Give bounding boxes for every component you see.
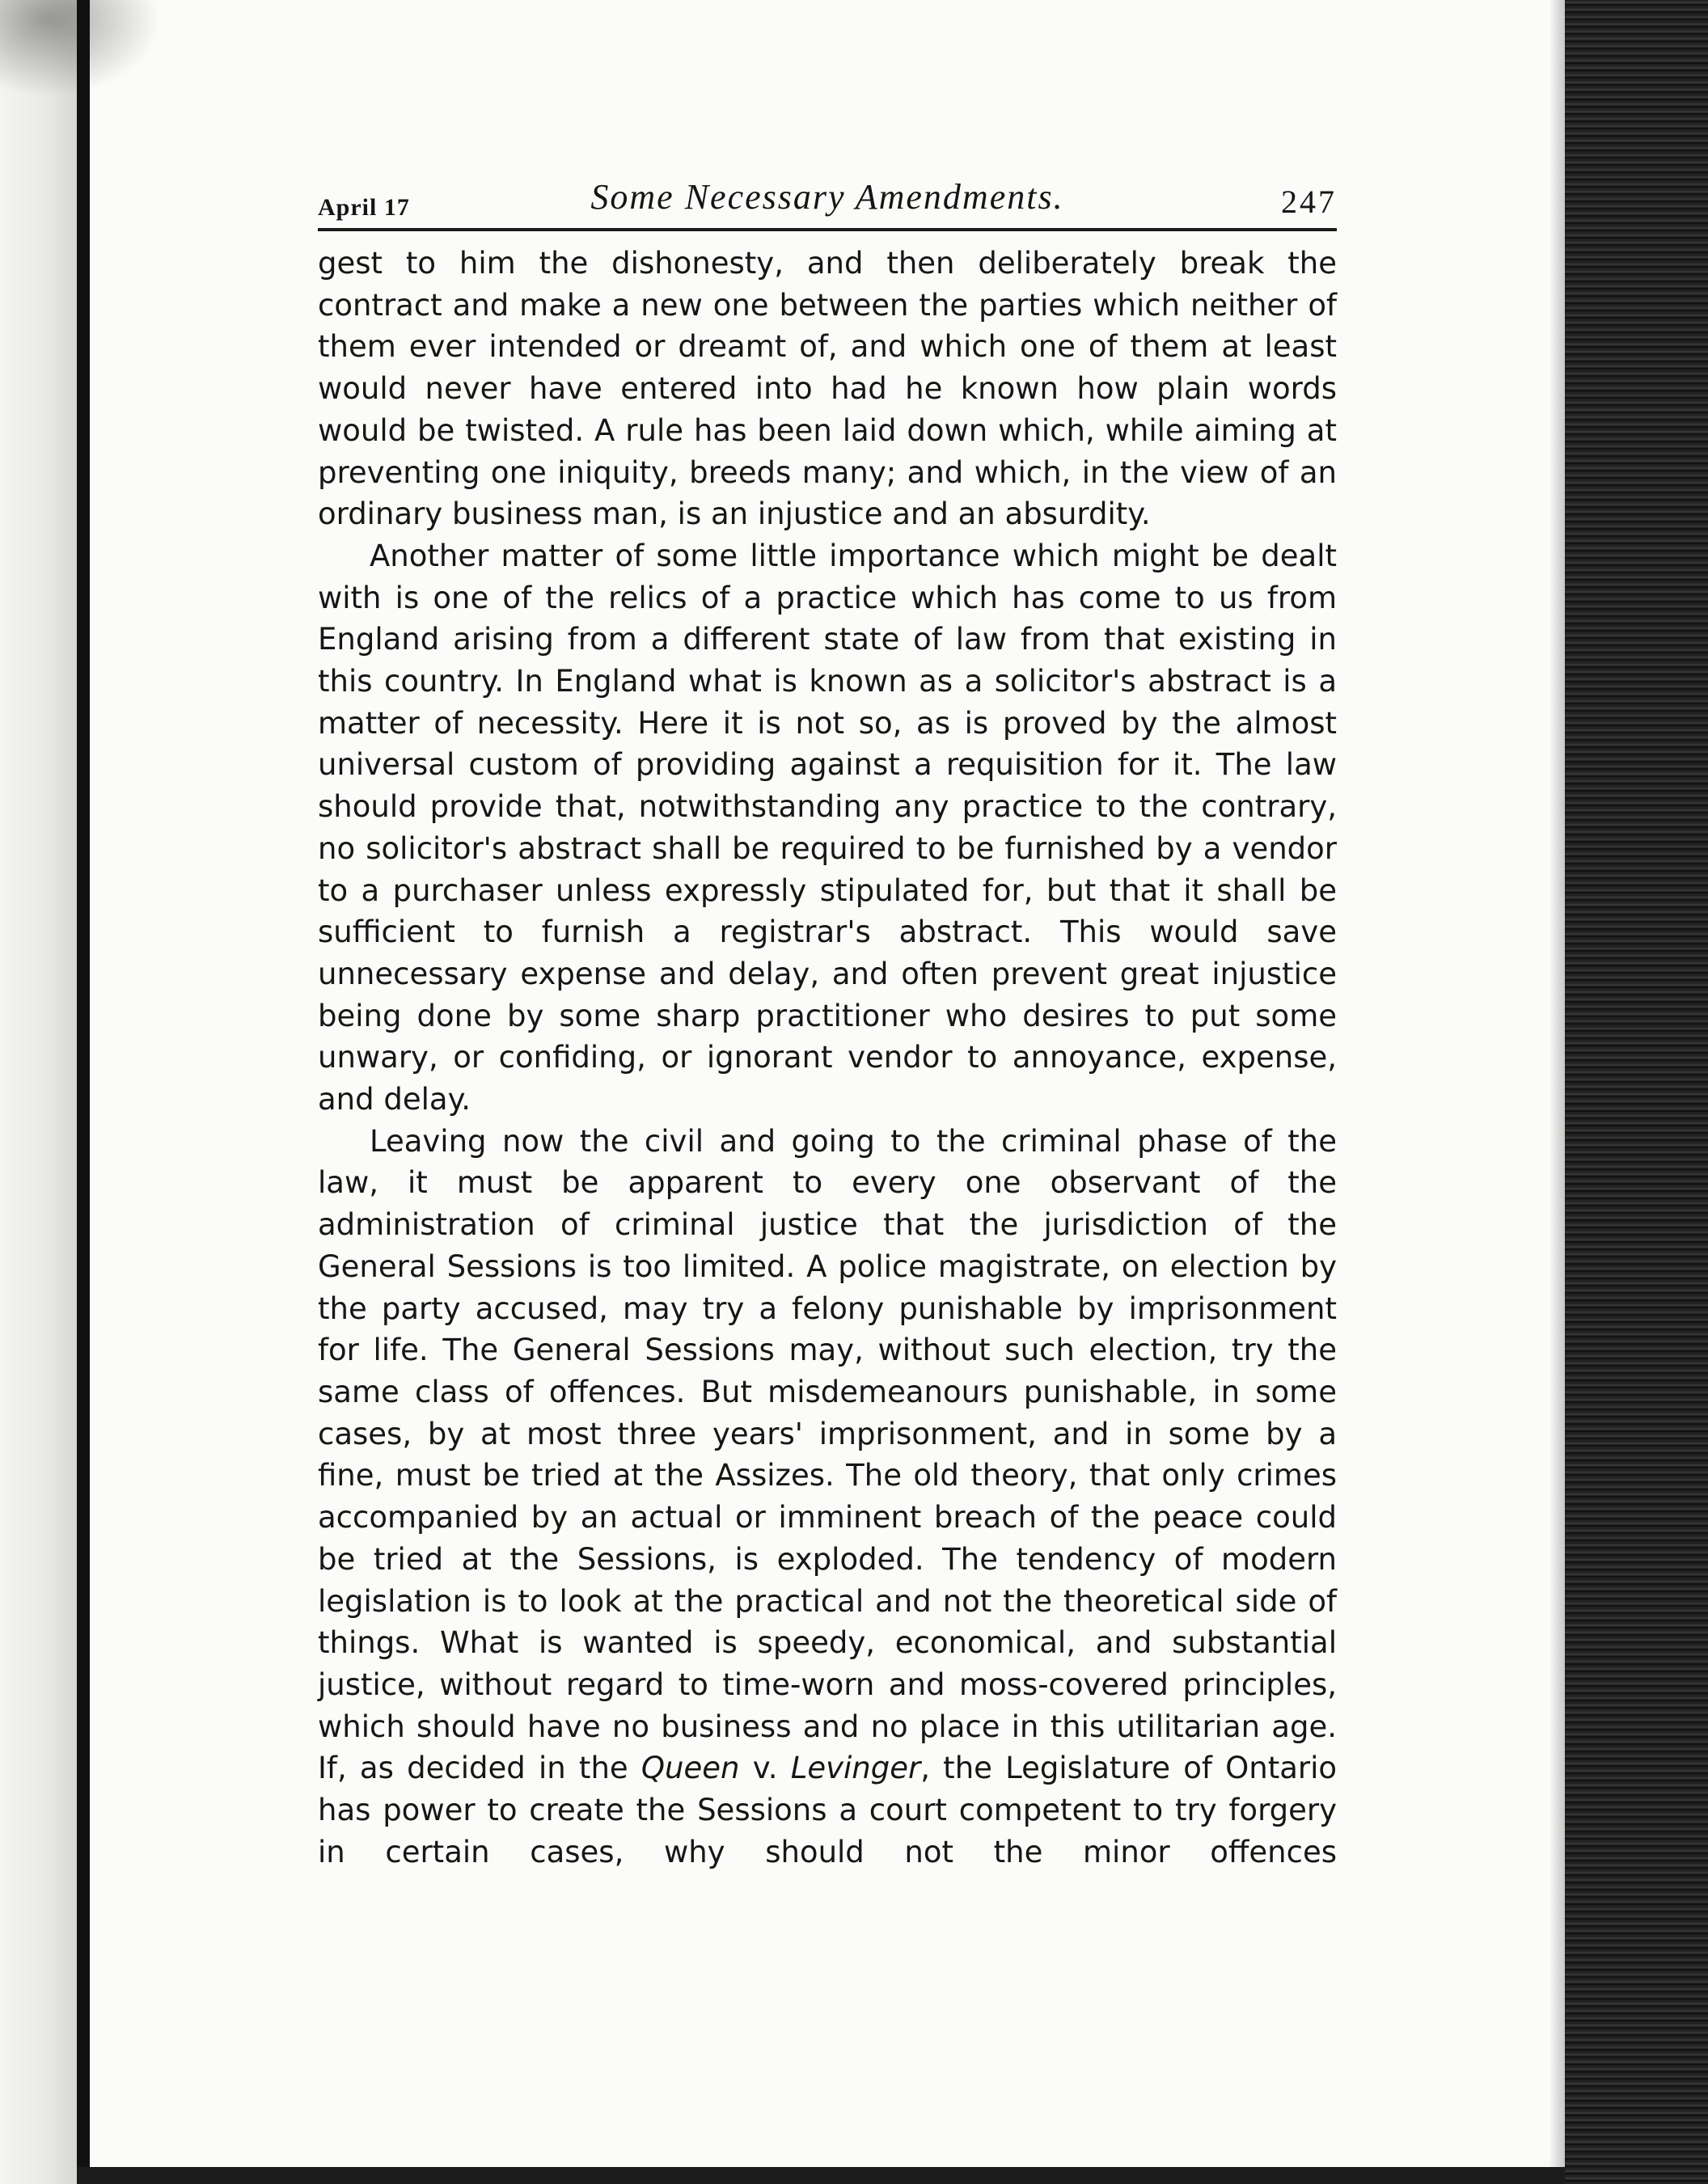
paragraph-continued: gest to him the dishonesty, and then deliberately break the contract and make a new one between the parties which neither of them ever intended or dreamt of, and which one of them at least would never have entered into had he known how plain words would be twisted. A rule has been laid down which, while aiming at preventing one iniquity, breeds many; and which, in the view of an ordinary business man, is an injustice and an absurdity. [318, 246, 1337, 532]
paragraph-text-after-case: , the Legislature of Ontario has power to create the Sessions a court competent to try forgery in certain cases, why should not the minor offences [318, 1751, 1338, 1869]
body-text [318, 243, 1337, 1873]
running-header [318, 176, 1337, 225]
case-name-queen: Queen [640, 1751, 740, 1786]
header-date: April 17 [318, 194, 410, 221]
bottom-page-edge [77, 2167, 1565, 2184]
left-binding-edge [77, 0, 90, 2184]
right-page-edge [1565, 0, 1708, 2184]
case-name-levinger: Levinger [790, 1751, 921, 1786]
header-title: Some Necessary Amendments. [590, 177, 1064, 217]
paragraph-solicitors-abstract: Another matter of some little importance which might be dealt with is one of the relics of a practice which has come to us from England arising from a different state of law from that existing in this country. In England what is known as a solicitor's abstract is a matter of necessity. Here it is not so, as is proved by the almost universal custom of providing against a requisition for it. The law should provide that, notwithstanding any practice to the contrary, no solicitor's abstract shall be required to be furnished by a vendor to a purchaser unless expressly stipulated for, but that it shall be sufficient to furnish a registrar's abstract. This would save unnecessary expense and delay, and often prevent great injustice being done by some sharp practitioner who desires to put some unwary, or confiding, or ignorant vendor to annoyance, expense, and delay. [318, 538, 1337, 1117]
header-rule [318, 228, 1337, 231]
paragraph-criminal-jurisdiction [318, 1121, 1337, 1874]
page-number: 247 [1281, 184, 1337, 220]
left-margin-shadow [0, 0, 77, 2184]
paragraph-text-before-case: Leaving now the civil and going to the criminal phase of the law, it must be apparent to every one observant of the administration of criminal justice that the jurisdiction of the General Sessions is too limited. A police magistrate, on election by the party accused, may try a felony punishable by imprisonment for life. The General Sessions may, without such election, try the same class of offences. But misdemeanours punishable, in some cases, by at most three years' imprisonment, and in some by a fine, must be tried at the Assizes. The old theory, that only crimes accompanied by an actual or imminent breach of the peace could be tried at the Sessions, is exploded. The tendency of modern legislation is to look at the practical and not the theoretical side of things. What is wanted is speedy, economical, and substantial justice, without regard to time-worn and moss-covered principles, which should have no business and no place in this utilitarian age. If, as decided in the [318, 1123, 1337, 1786]
case-versus: v. [739, 1751, 791, 1786]
